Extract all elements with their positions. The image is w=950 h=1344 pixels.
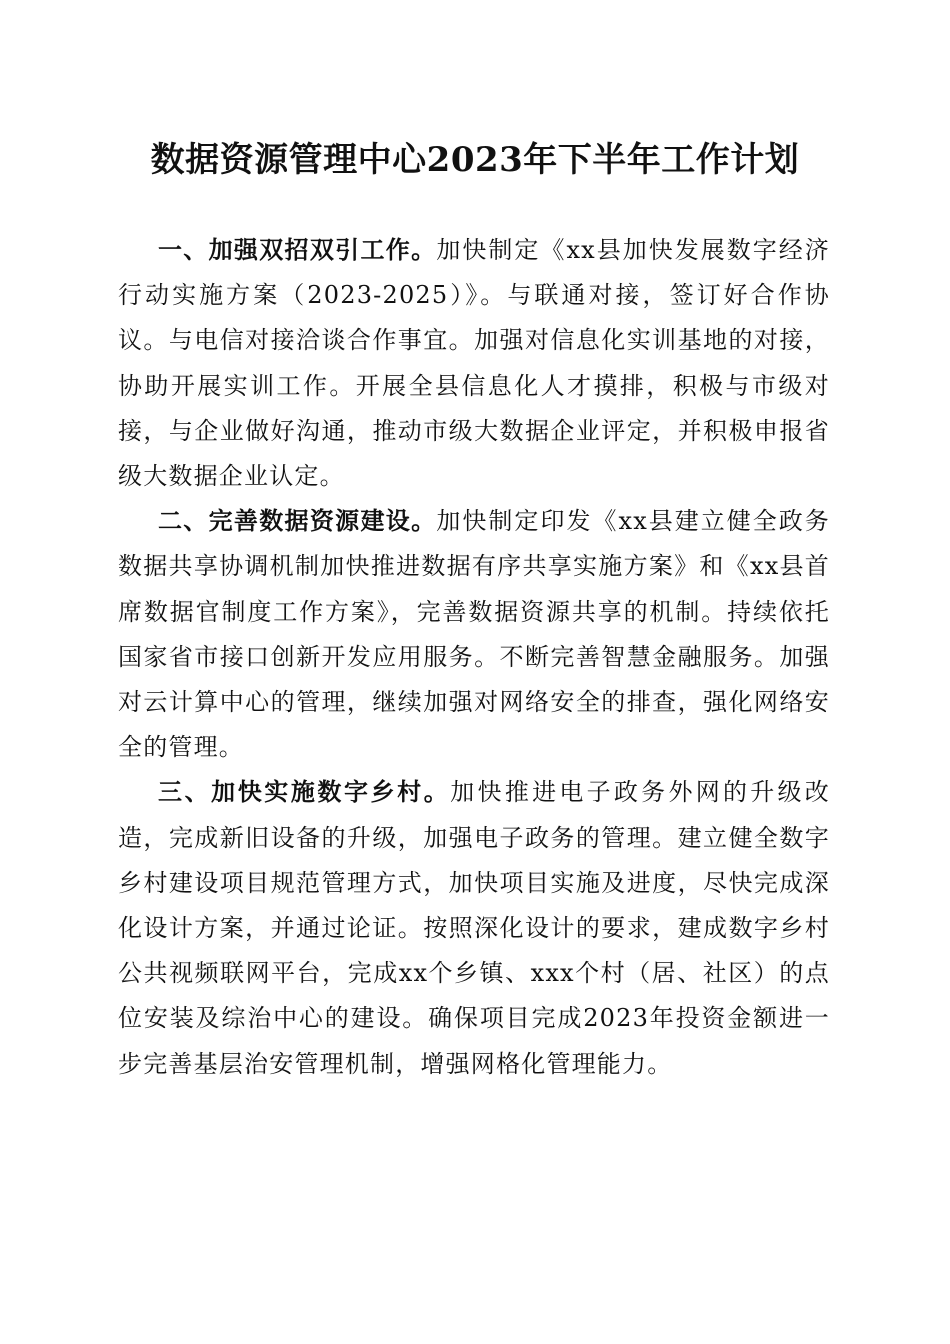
section-1-heading: 一、加强双招双引工作。 bbox=[158, 236, 437, 264]
section-1-paragraph bbox=[118, 228, 830, 499]
section-2-paragraph bbox=[118, 499, 830, 770]
section-3-paragraph bbox=[118, 770, 830, 1086]
section-3-body: 加快推进电子政务外网的升级改造，完成新旧设备的升级，加强电子政务的管理。建立健全数字乡村建设项目规范管理方式，加快项目实施及进度，尽快完成深化设计方案，并通过论证。按照深化设计的要求，建成数字乡村公共视频联网平台，完成xx个乡镇、xxx个村（居、社区）的点位安装及综治中心的建设。确保项目完成2023年投资金额进一步完善基层治安管理机制，增强网格化管理能力。 bbox=[118, 778, 830, 1078]
section-2-body: 加快制定印发《xx县建立健全政务数据共享协调机制加快推进数据有序共享实施方案》和《xx县首席数据官制度工作方案》，完善数据资源共享的机制。持续依托国家省市接口创新开发应用服务。不断完善智慧金融服务。加强对云计算中心的管理，继续加强对网络安全的排查，强化网络安全的管理。 bbox=[118, 507, 830, 762]
section-3-heading: 三、加快实施数字乡村。 bbox=[158, 778, 451, 807]
document-body bbox=[118, 228, 830, 1087]
section-1-body: 加快制定《xx县加快发展数字经济行动实施方案（2023-2025）》。与联通对接，签订好合作协议。与电信对接洽谈合作事宜。加强对信息化实训基地的对接，协助开展实训工作。开展全县信息化人才摸排，积极与市级对接，与企业做好沟通，推动市级大数据企业评定，并积极申报省级大数据企业认定。 bbox=[118, 236, 830, 491]
document-title: 数据资源管理中心2023年下半年工作计划 bbox=[150, 140, 800, 180]
section-2-heading: 二、完善数据资源建设。 bbox=[158, 507, 437, 536]
